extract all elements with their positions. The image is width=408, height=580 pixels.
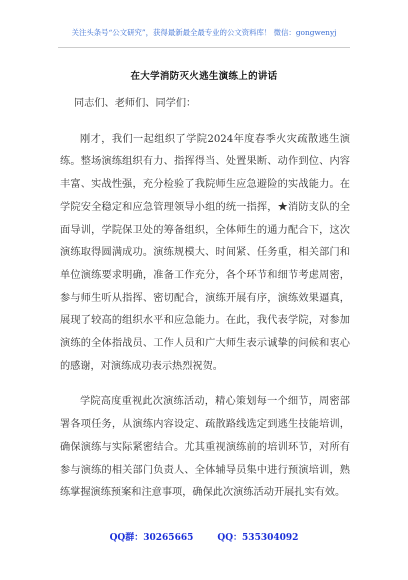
- salutation: 同志们、老师们、同学们：: [74, 98, 197, 109]
- paragraph-2: 学院高度重视此次演练活动，精心策划每一个细节，周密部署各项任务，从演练内容设定、疏散路线选定到逃生技能培训，确保演练与实际紧密结合。尤其重视演练前的培训环节，对所有参与演练的相关部门负责人、全体辅导员集中进行预演培训，熟练掌握演练预案和注意事项，确保此次演练活动开展扎实有效。: [60, 396, 350, 499]
- paragraph-1: 刚才，我们一起组织了学院2024年度春季火灾疏散逃生演练。整场演练组织有力、指挥得当、处置果断、动作到位、内容丰富、实战性强，充分检验了我院师生应急避险的实战能力。在学院安全稳定和应急管理领导小组的统一指挥，★消防支队的全面导训，学院保卫处的筹备组织，全体师生的通力配合下，这次演练取得圆满成功。演练规模大、时间紧、任务重，相关部门和单位演练要求明确，准备工作充分，各个环节和细节考虑周密，参与师生听从指挥、密切配合，演练开展有序，演练效果逼真，展现了较高的组织水平和应急能力。在此，我代表学院，对参加演练的全体指战员、工作人员和广大师生表示诚挚的问候和衷心的感谢，对演练成功表示热烈祝贺。: [60, 133, 350, 372]
- header-banner-text: 关注头条号“公文研究”，获得最新最全最专业的公文资料库！ 微信：gongwenyj: [71, 28, 337, 37]
- document-title: 在大学消防灭火逃生演练上的讲话: [130, 71, 278, 82]
- footer-qq-group: QQ群：30265665: [109, 533, 194, 543]
- footer-qq-number: QQ：535304092: [217, 533, 299, 543]
- header-banner: [0, 27, 408, 38]
- header-divider: [58, 47, 350, 48]
- footer-contact: [0, 530, 408, 543]
- document-body: [60, 93, 350, 505]
